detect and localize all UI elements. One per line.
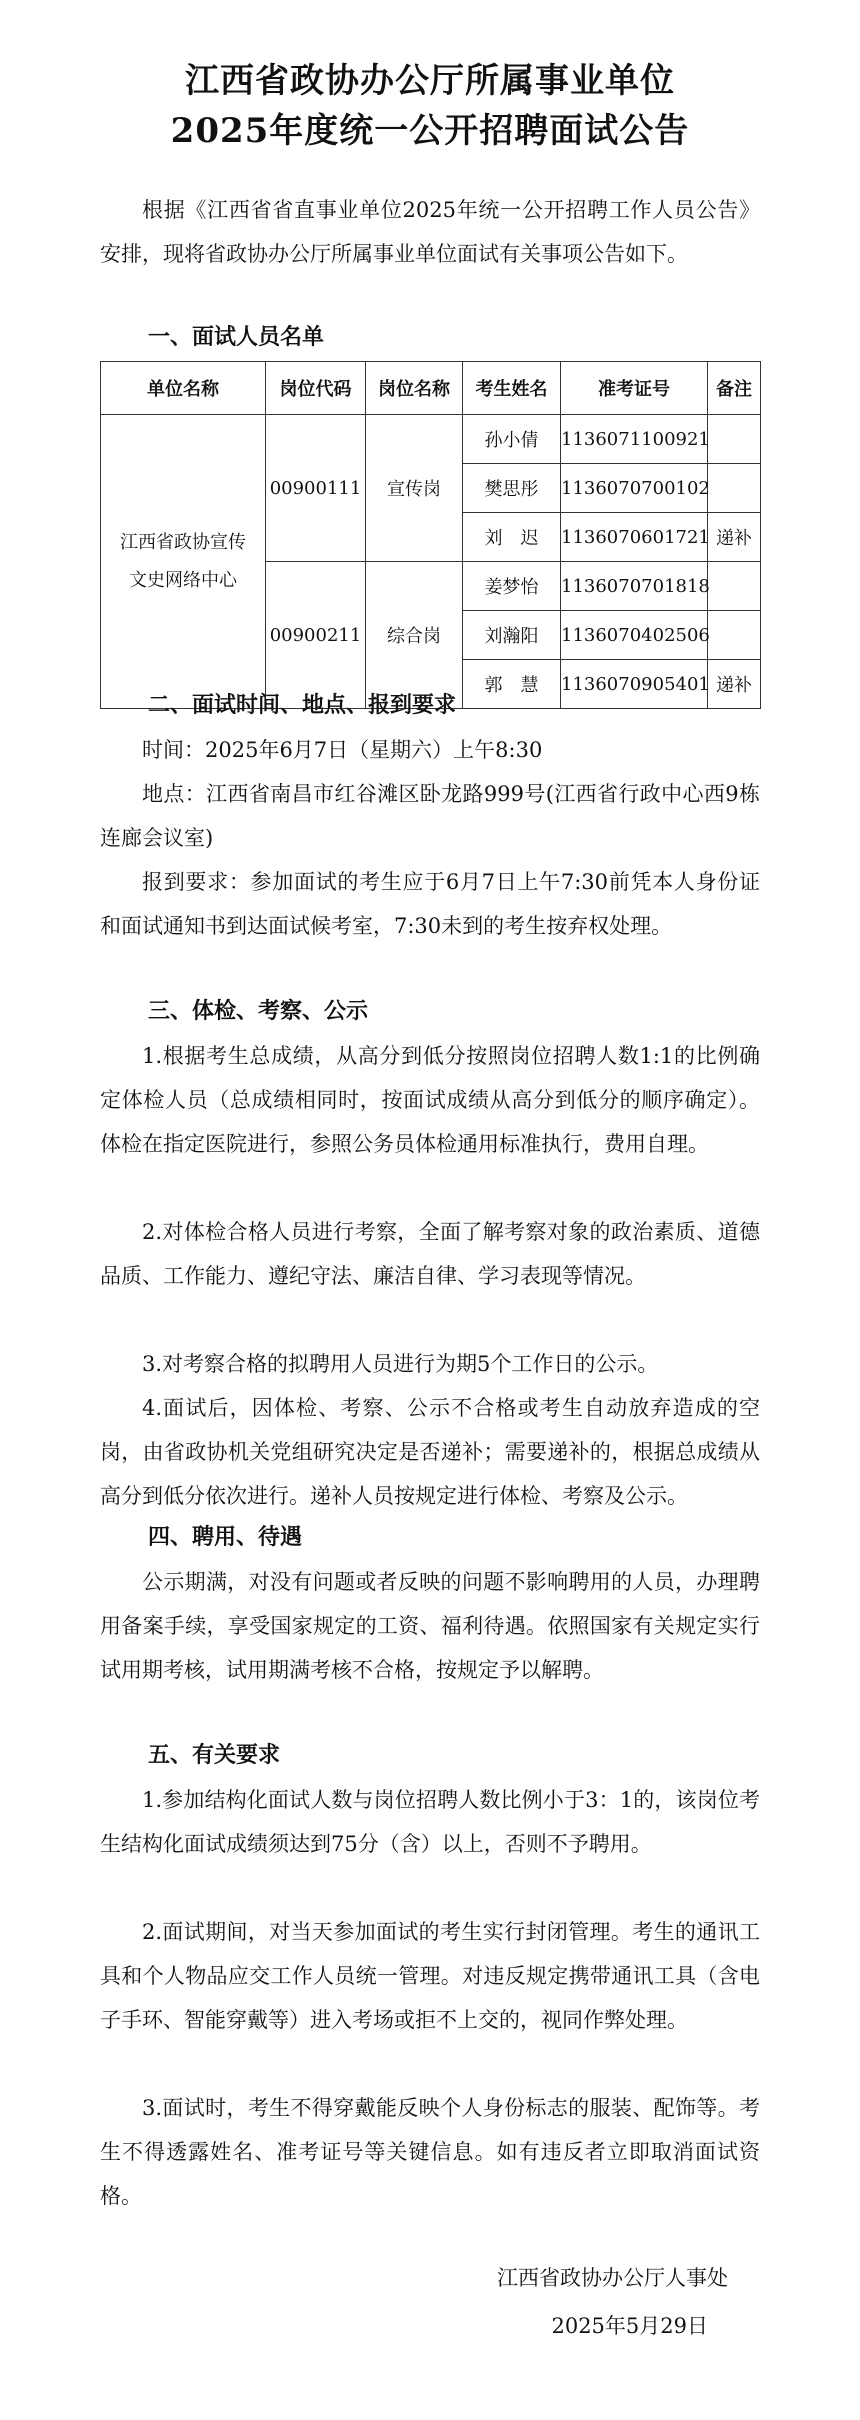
section3-item-3: 3.对考察合格的拟聘用人员进行为期5个工作日的公示。 bbox=[142, 1352, 659, 1376]
exam-id: 1136070601721 bbox=[561, 513, 708, 562]
section3-item-2: 2.对体检合格人员进行考察，全面了解考察对象的政治素质、道德品质、工作能力、遵纪守法、廉洁自律、学习表现等情况。 bbox=[100, 1220, 760, 1288]
col-header-exam-id: 准考证号 bbox=[561, 362, 708, 415]
unit-name-line-1: 江西省政协宣传 bbox=[120, 531, 246, 553]
note bbox=[708, 562, 761, 611]
section5-item-2: 2.面试期间，对当天参加面试的考生实行封闭管理。考生的通讯工具和个人物品应交工作人员统一管理。对违反规定携带通讯工具（含电子手环、智能穿戴等）进入考场或拒不上交的，视同作弊处理。 bbox=[100, 1920, 760, 2032]
section3-item-4: 4.面试后，因体检、考察、公示不合格或考生自动放弃造成的空岗，由省政协机关党组研究决定是否递补；需要递补的，根据总成绩从高分到低分依次进行。递补人员按规定进行体检、考察及公示。 bbox=[100, 1396, 760, 1508]
section3-heading: 三、体检、考察、公示 bbox=[148, 999, 369, 1024]
table-row bbox=[101, 415, 761, 464]
signature-date: 2025年5月29日 bbox=[551, 2314, 708, 2338]
col-header-unit: 单位名称 bbox=[101, 362, 266, 415]
candidate-name: 孙小倩 bbox=[463, 415, 561, 464]
note bbox=[708, 464, 761, 513]
section5-item-1: 1.参加结构化面试人数与岗位招聘人数比例小于3：1的，该岗位考生结构化面试成绩须达到75分（含）以上，否则不予聘用。 bbox=[100, 1788, 760, 1856]
interviewee-table bbox=[100, 361, 761, 709]
note bbox=[708, 611, 761, 660]
section4-heading: 四、聘用、待遇 bbox=[148, 1525, 303, 1550]
post-code-cell: 00900111 bbox=[266, 415, 366, 562]
note bbox=[708, 415, 761, 464]
unit-name-cell bbox=[101, 415, 266, 709]
exam-id: 1136070402506 bbox=[561, 611, 708, 660]
section2-heading: 二、面试时间、地点、报到要求 bbox=[148, 693, 457, 718]
table-header-row bbox=[101, 362, 761, 415]
candidate-name: 郭 慧 bbox=[463, 660, 561, 709]
candidate-name: 刘瀚阳 bbox=[463, 611, 561, 660]
note: 递补 bbox=[708, 660, 761, 709]
exam-id: 1136070700102 bbox=[561, 464, 708, 513]
interview-time: 时间：2025年6月7日（星期六）上午8:30 bbox=[142, 738, 543, 762]
exam-id: 1136070905401 bbox=[561, 660, 708, 709]
col-header-note: 备注 bbox=[708, 362, 761, 415]
candidate-name: 刘 迟 bbox=[463, 513, 561, 562]
post-name-cell: 宣传岗 bbox=[366, 415, 463, 562]
intro-paragraph: 根据《江西省省直事业单位2025年统一公开招聘工作人员公告》安排，现将省政协办公厅所属事业单位面试有关事项公告如下。 bbox=[100, 198, 760, 266]
section5-item-3: 3.面试时，考生不得穿戴能反映个人身份标志的服装、配饰等。考生不得透露姓名、准考证号等关键信息。如有违反者立即取消面试资格。 bbox=[100, 2096, 760, 2208]
interview-place: 地点：江西省南昌市红谷滩区卧龙路999号(江西省行政中心西9栋连廊会议室) bbox=[100, 782, 760, 850]
report-requirement: 报到要求：参加面试的考生应于6月7日上午7:30前凭本人身份证和面试通知书到达面试候考室，7:30未到的考生按弃权处理。 bbox=[100, 870, 760, 938]
exam-id: 1136070701818 bbox=[561, 562, 708, 611]
signature-org: 江西省政协办公厅人事处 bbox=[497, 2266, 728, 2290]
title-line-1: 江西省政协办公厅所属事业单位 bbox=[185, 61, 675, 101]
col-header-code: 岗位代码 bbox=[266, 362, 366, 415]
candidate-name: 姜梦怡 bbox=[463, 562, 561, 611]
unit-name-line-2: 文史网络中心 bbox=[129, 569, 237, 591]
post-name-cell: 综合岗 bbox=[366, 562, 463, 709]
post-code-cell: 00900211 bbox=[266, 562, 366, 709]
section3-item-1: 1.根据考生总成绩，从高分到低分按照岗位招聘人数1:1的比例确定体检人员（总成绩相同时，按面试成绩从高分到低分的顺序确定）。体检在指定医院进行，参照公务员体检通用标准执行，费用自理。 bbox=[100, 1044, 760, 1156]
col-header-name: 考生姓名 bbox=[463, 362, 561, 415]
note: 递补 bbox=[708, 513, 761, 562]
col-header-post: 岗位名称 bbox=[366, 362, 463, 415]
section5-heading: 五、有关要求 bbox=[148, 1743, 281, 1768]
candidate-name: 樊思彤 bbox=[463, 464, 561, 513]
section4-text: 公示期满，对没有问题或者反映的问题不影响聘用的人员，办理聘用备案手续，享受国家规定的工资、福利待遇。依照国家有关规定实行试用期考核，试用期满考核不合格，按规定予以解聘。 bbox=[100, 1570, 760, 1682]
exam-id: 1136071100921 bbox=[561, 415, 708, 464]
section1-heading: 一、面试人员名单 bbox=[148, 325, 325, 350]
title-line-2: 2025年度统一公开招聘面试公告 bbox=[170, 111, 690, 151]
